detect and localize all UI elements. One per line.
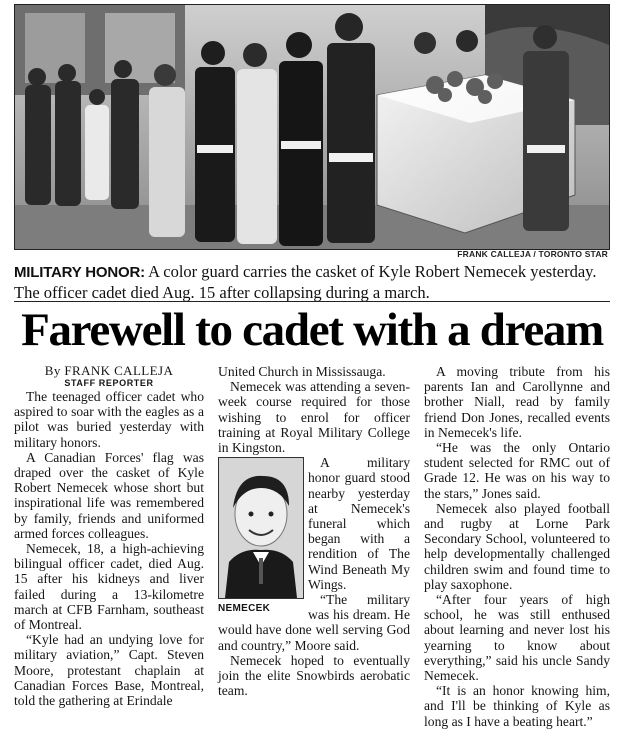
byline-role: STAFF REPORTER xyxy=(64,378,154,388)
col3-paragraph: “After four years of high school, he was still enthused about learning and never lost his yearning to know about everything,” said his uncle Sandy Nemecek. xyxy=(424,592,610,684)
headline: Farewell to cadet with a dream xyxy=(21,304,603,356)
byline-name: FRANK CALLEJA xyxy=(64,363,174,378)
mugshot-label: NEMECEK xyxy=(218,603,271,615)
color-guard-casket-image xyxy=(15,5,609,249)
col3-paragraph: A moving tribute from his parents Ian and Carollynne and brother Niall, read by family friend Don Jones, recalled events in Nemecek's life. xyxy=(424,364,610,440)
col3-paragraph: “It is an honor knowing him, and I'll be thinking of Kyle as long as I have a beating heart.” xyxy=(424,683,610,729)
col2-paragraph: Nemecek hoped to eventually join the elite Snowbirds aerobatic team. xyxy=(218,652,410,699)
col1-paragraph: A Canadian Forces' flag was draped over the casket of Kyle Robert Nemecek whose short but inspirational life was remembered by family, friends and uniformed armed forces colleagues. xyxy=(14,449,204,541)
col1-paragraph: The teenaged officer cadet who aspired to soar with the eagles as a pilot was buried yesterday with military honors. xyxy=(14,389,204,450)
byline xyxy=(14,364,204,378)
col2-paragraph: “The military was his dream. He would have done well serving God and country,” Moore said. xyxy=(218,592,410,653)
portrait-image xyxy=(219,458,303,598)
col2-paragraph: A military honor guard stood nearby yesterday at Nemecek's funeral which began with a rendition of The Wind Beneath My Wings. xyxy=(308,455,410,592)
col2-intro: United Church in Mississauga. xyxy=(218,364,386,379)
col1-paragraph: Nemecek, 18, a high-achieving bilingual officer cadet, died Aug. 15 after his kidneys and liver failed during a 13-kilometre march at CFB Farnham, southeast of Montreal. xyxy=(14,541,204,633)
mugshot-photo xyxy=(218,457,304,599)
byline-by: By xyxy=(44,363,61,378)
funeral-photo xyxy=(14,4,610,250)
col3-paragraph: “He was the only Ontario student selected for RMC out of Grade 12. He was on his way to the stars,” Jones said. xyxy=(424,440,610,501)
photo-caption xyxy=(14,262,610,303)
col3-paragraph: Nemecek also played football and rugby at Lorne Park Secondary School, volunteered to help developmentally challenged children swim and found time to play saxophone. xyxy=(424,500,610,592)
caption-lead: MILITARY HONOR: xyxy=(14,264,145,281)
mugshot-figure xyxy=(218,457,302,616)
col2-paragraph: Nemecek was attending a seven-week course required for those wishing to enrol for officer training at Royal Military College in Kingston. xyxy=(218,379,410,456)
col1-paragraph: “Kyle had an undying love for military aviation,” Capt. Steven Moore, protestant chaplain at Canadian Forces Base, Montreal, told the gathering at Erindale xyxy=(14,632,204,709)
column-1 xyxy=(14,364,204,708)
column-2 xyxy=(218,364,410,708)
photo-credit: FRANK CALLEJA / TORONTO STAR xyxy=(457,249,608,259)
column-3 xyxy=(424,364,610,729)
caption-text: A color guard carries the casket of Kyle Robert Nemecek yesterday. The officer cadet died Aug. 15 after collapsing during a march. xyxy=(14,262,597,302)
